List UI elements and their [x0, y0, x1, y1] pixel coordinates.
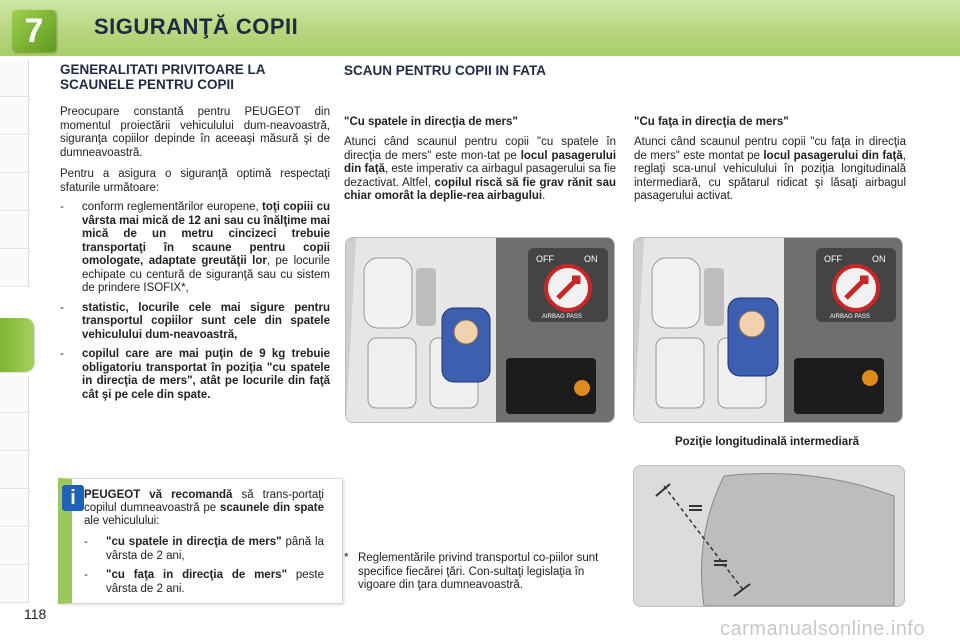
- left-column: [60, 62, 330, 402]
- chapter-tab[interactable]: [0, 174, 29, 211]
- chapter-tab[interactable]: [0, 376, 29, 413]
- rear-facing-text: Atunci când scaunul pentru copii "cu spatele în direcţia de mers" este mon-tat pe locul pasagerului din faţă, este imperativ ca airbagul pasagerului sa fie dezactivat. Altfel, copilul riscă să fie grav rănit sau chiar omorât la deplie-rea airbagului.: [344, 136, 617, 202]
- rear-facing-illustration: [345, 237, 615, 423]
- switch-on-label: ON: [872, 254, 886, 264]
- section-heading-general: GENERALITATI PRIVITOARE LA SCAUNELE PENTRU COPII: [60, 62, 266, 92]
- front-facing-text: Atunci când scaunul pentru copii "cu faţa in direcţia de mers" este montat pe locul pasagerului din faţă, reglaţi sca-unul vehiculului în poziţia longitudinală intermediară, cu spătarul ridicat şi lăsaţi airbagul pasagerului activat.: [634, 136, 906, 202]
- switch-off-label: OFF: [824, 254, 842, 264]
- list-item: - "cu spatele in direcţia de mers" până la vârsta de 2 ani,: [84, 536, 324, 562]
- airbag-warning-icon: [862, 370, 878, 386]
- chapter-tab[interactable]: [0, 136, 29, 173]
- airbag-warning-icon: [574, 380, 590, 396]
- recommendation-box: [58, 478, 343, 604]
- chapter-number-badge: 7: [12, 10, 56, 52]
- rear-facing-section: [344, 116, 616, 204]
- switch-off-label: OFF: [536, 254, 554, 264]
- footnote: * Reglementările privind transportul co-piilor sunt specifice fiecărei ţări. Con-sultaţi legislaţia în vigoare din ţara dumneavoastră.: [344, 552, 599, 591]
- watermark: carmanualsonline.info: [720, 618, 926, 640]
- info-icon: i: [62, 485, 84, 511]
- page-number: 118: [24, 606, 47, 622]
- front-facing-illustration: [633, 237, 903, 423]
- list-item: - "cu faţa in direcţia de mers" peste vârsta de 2 ani.: [84, 569, 325, 595]
- seat-position-illustration: [633, 465, 905, 607]
- chapter-tab[interactable]: [0, 490, 29, 527]
- chapter-tab[interactable]: [0, 452, 29, 489]
- chapter-tab[interactable]: [0, 528, 29, 565]
- switch-on-label: ON: [584, 254, 598, 264]
- seat-rail-drawing: [634, 466, 904, 606]
- chapter-title: SIGURANŢĂ COPII: [94, 14, 299, 39]
- airbag-pass-label: AIRBAG PASS: [542, 314, 582, 320]
- figure-caption: Poziţie longitudinală intermediară: [674, 436, 860, 448]
- chapter-tab[interactable]: [0, 212, 29, 249]
- car-interior-drawing: [346, 238, 614, 422]
- chapter-tab[interactable]: [0, 60, 29, 97]
- rear-facing-title: "Cu spatele in direcţia de mers": [344, 116, 518, 128]
- chapter-tab[interactable]: [0, 414, 29, 451]
- airbag-pass-label: AIRBAG PASS: [830, 314, 870, 320]
- recommendation-intro: PEUGEOT vă recomandă să trans-portaţi copilul dumneavoastră pe scaunele din spate ale vehiculului:: [84, 489, 325, 527]
- list-item: - conform reglementărilor europene, toţi copiii cu vârsta mai mică de 12 ani sau cu înălţime mai mică de un metru cincizeci trebuie transportaţi în scaune pentru copii omologate, adaptate greutăţii lor, pe locurile echipate cu centură de siguranţă sau cu sistem de prindere ISOFIX*,: [60, 201, 331, 294]
- section-heading-front-seat: SCAUN PENTRU COPII IN FATA: [344, 63, 547, 78]
- advice-paragraph: Pentru a asigura o siguranţă optimă respectaţi sfaturile următoare:: [60, 168, 330, 194]
- chapter-tabs: [0, 60, 30, 620]
- car-interior-drawing: [634, 238, 902, 422]
- chapter-tab[interactable]: [0, 566, 29, 603]
- chapter-tab[interactable]: [0, 98, 29, 135]
- intro-paragraph: Preocupare constantă pentru PEUGEOT din momentul proiectării vehiculului dum-neavoastră, siguranţa copiilor depinde în aceeaşi măsură şi de dumneavoastră.: [60, 106, 330, 159]
- list-item: - copilul care are mai puţin de 9 kg trebuie obligatoriu transportat în poziţia "cu spatele in direcţia de mers", atât pe locurile din faţă cât şi pe cele din spate.: [60, 348, 330, 401]
- chapter-tab-active[interactable]: [0, 318, 35, 373]
- list-item: - statistic, locurile cele mai sigure pentru transportul copiilor sunt cele din spatele vehiculului dum-neavoastră,: [60, 301, 330, 341]
- front-facing-title: "Cu faţa in direcţia de mers": [634, 116, 789, 128]
- front-facing-section: [634, 116, 906, 204]
- chapter-tab[interactable]: [0, 250, 29, 287]
